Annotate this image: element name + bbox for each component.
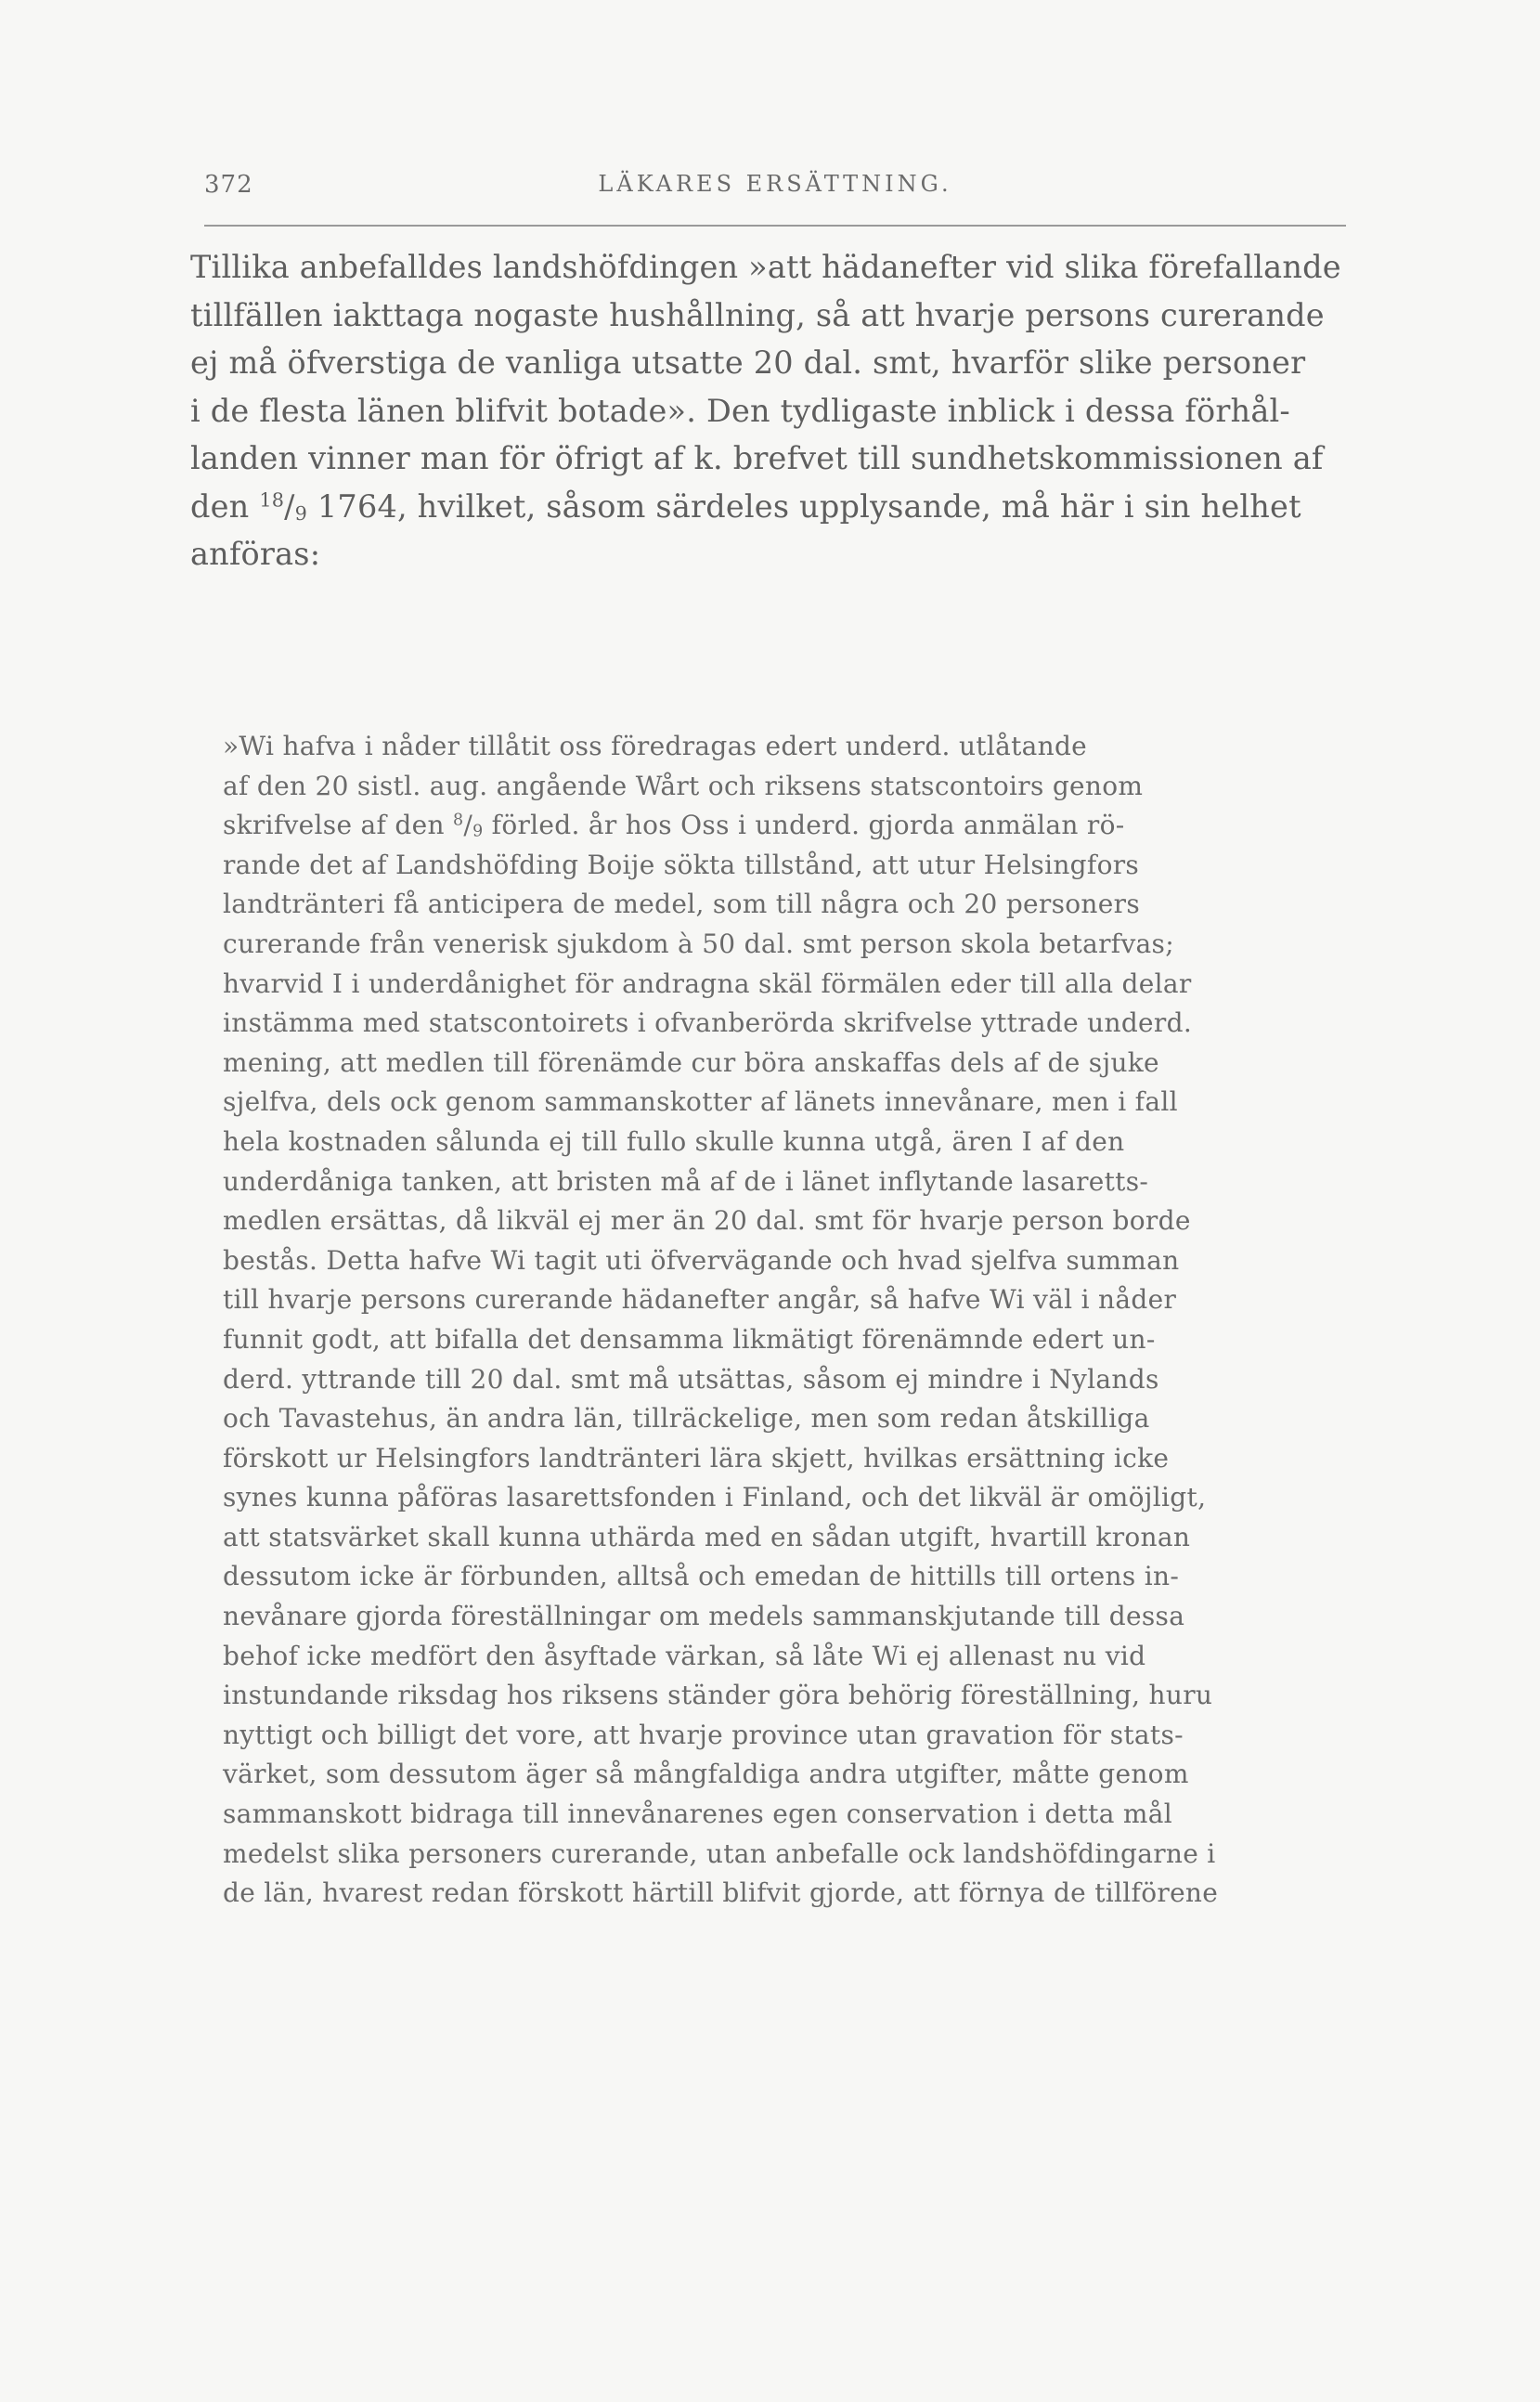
header-rule <box>204 225 1346 227</box>
text-line: i de flesta länen blifvit botade». Den tydligaste inblick i dessa förhål- <box>190 392 1290 429</box>
fraction-denominator: 9 <box>294 501 308 525</box>
quote-line: behof icke medfört den åsyftade värkan, så låte Wi ej allenast nu vid <box>223 1640 1146 1671</box>
quote-line: sammanskott bidraga till innevånarenes egen conservation i detta mål <box>223 1798 1173 1830</box>
date-suffix: 1764, hvilket, såsom särdeles upplysande, må här i sin helhet <box>317 487 1301 525</box>
fraction-denominator: 9 <box>472 822 484 841</box>
quote-line: derd. yttrande till 20 dal. smt må utsättas, såsom ej mindre i Nylands <box>223 1363 1159 1395</box>
quote-line: medlen ersättas, då likväl ej mer än 20 dal. smt för hvarje person borde <box>223 1205 1191 1237</box>
quote-line: hela kostnaden sålunda ej till fullo skulle kunna utgå, ären I af den <box>223 1125 1125 1157</box>
page-header <box>204 171 1346 208</box>
fraction-numerator: 18 <box>259 488 285 512</box>
quote-line: funnit godt, att bifalla det densamma likmätigt förenämnde edert un- <box>223 1323 1156 1355</box>
quoted-letter <box>223 727 1434 1914</box>
quote-date-fraction: $^8/_9$ <box>453 810 484 841</box>
fraction-numerator: 8 <box>453 811 464 830</box>
page-number: 372 <box>204 171 253 199</box>
text-line: Tillika anbefalldes landshöfdingen »att hädanefter vid slika förefallande <box>190 249 1341 285</box>
date-fraction: $^{18}/_9$ <box>259 487 308 525</box>
intro-paragraph <box>190 243 1434 578</box>
quote-line: till hvarje persons curerande hädanefter angår, så hafve Wi väl i nåder <box>223 1284 1177 1316</box>
quote-line: sjelfva, dels ock genom sammanskotter af länets innevånare, men i fall <box>223 1086 1178 1118</box>
quote-line-date <box>223 806 1434 846</box>
quote-line: curerande från venerisk sjukdom à 50 dal. smt person skola betarfvas; <box>223 928 1174 959</box>
quote-line: och Tavastehus, än andra län, tillräckelige, men som redan åtskilliga <box>223 1403 1150 1435</box>
quote-line: synes kunna påföras lasarettsfonden i Finland, och det likväl är omöjligt, <box>223 1482 1207 1513</box>
quote-line: instämma med statscontoirets i ofvanberörda skrifvelse yttrade underd. <box>223 1007 1193 1039</box>
text-line: landen vinner man för öfrigt af k. brefvet till sundhetskommissionen af <box>190 440 1324 476</box>
quote-line: dessutom icke är förbunden, alltså och emedan de hittills till ortens in- <box>223 1561 1180 1592</box>
date-prefix: den <box>190 487 250 525</box>
quote-line: »Wi hafva i nåder tillåtit oss föredragas edert underd. utlåtande <box>223 731 1088 761</box>
text-line: tillfällen iakttaga nogaste hushållning, så att hvarje persons curerande <box>190 296 1325 333</box>
text-line: ej må öfverstiga de vanliga utsatte 20 dal. smt, hvarför slike personer <box>190 344 1306 381</box>
quote-line: värket, som dessutom äger så mångfaldiga andra utgifter, måtte genom <box>223 1759 1189 1790</box>
quote-line: nyttigt och billigt det vore, att hvarje province utan gravation för stats- <box>223 1719 1184 1750</box>
quote-line: af den 20 sistl. aug. angående Wårt och riksens statscontoirs genom <box>223 770 1144 801</box>
text-line: anföras: <box>190 536 321 572</box>
quote-line: hvarvid I i underdånighet för andragna skäl förmälen eder till alla delar <box>223 967 1192 999</box>
running-head: LÄKARES ERSÄTTNING. <box>598 171 952 197</box>
text-line-date <box>190 483 1434 531</box>
quote-line: medelst slika personers curerande, utan anbefalle ock landshöfdingarne i <box>223 1837 1216 1869</box>
quote-line: bestås. Detta hafve Wi tagit uti öfvervägande och hvad sjelfva summan <box>223 1244 1180 1276</box>
quote-line: att statsvärket skall kunna uthärda med en sådan utgift, hvartill kronan <box>223 1521 1191 1552</box>
quote-line: de län, hvarest redan förskott härtill blifvit gjorde, att förnya de tillförene <box>223 1877 1219 1909</box>
quote-line: nevånare gjorda föreställningar om medels sammanskjutande till dessa <box>223 1601 1185 1632</box>
quote-date-suffix: förled. år hos Oss i underd. gjorda anmälan rö- <box>491 810 1125 841</box>
quote-line: underdåniga tanken, att bristen må af de i länet inflytande lasaretts- <box>223 1165 1149 1197</box>
quote-line: förskott ur Helsingfors landtränteri lära skjett, hvilkas ersättning icke <box>223 1442 1170 1474</box>
quote-line: instundande riksdag hos riksens ständer göra behörig föreställning, huru <box>223 1680 1213 1711</box>
quote-line: mening, att medlen till förenämde cur böra anskaffas dels af de sjuke <box>223 1046 1159 1078</box>
quote-line: rande det af Landshöfding Boije sökta tillstånd, att utur Helsingfors <box>223 849 1140 880</box>
quote-line: landtränteri få anticipera de medel, som till några och 20 personers <box>223 889 1140 920</box>
quote-date-prefix: skrifvelse af den <box>223 810 445 841</box>
